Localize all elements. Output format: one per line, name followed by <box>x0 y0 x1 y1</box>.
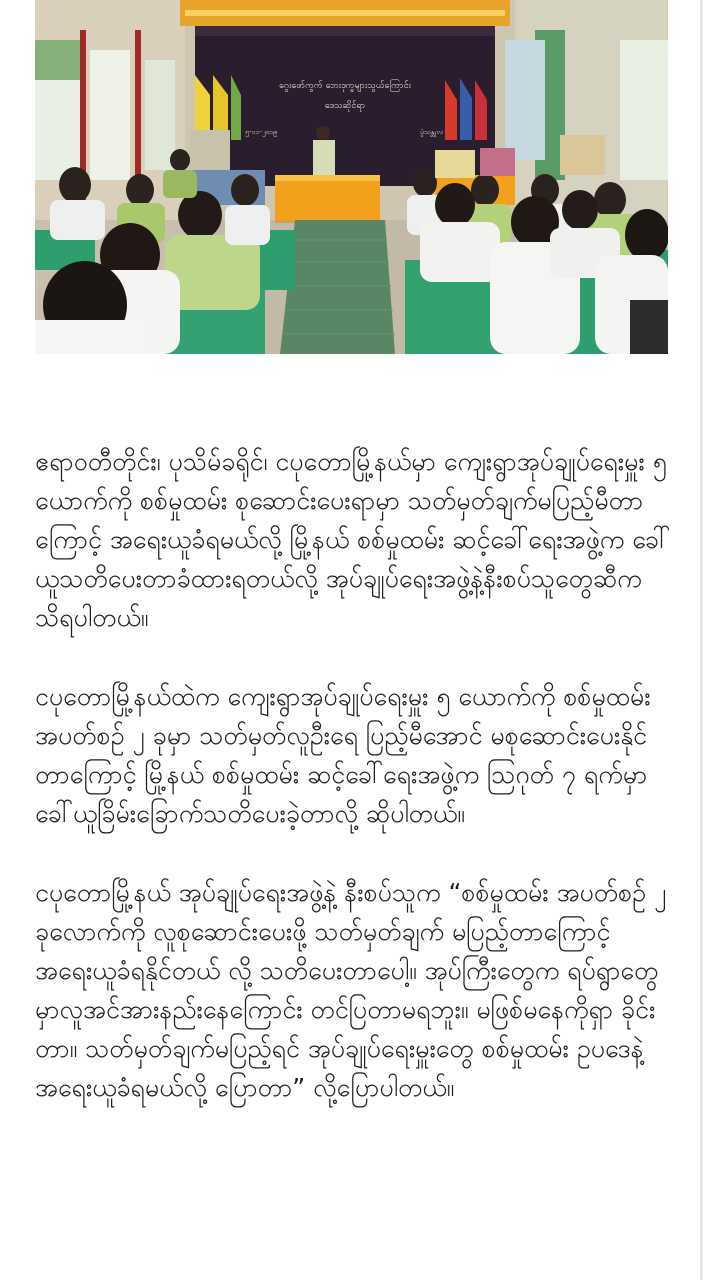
article-body <box>35 442 671 1147</box>
banner-subtext: ဒေသဆိုင်ရာ <box>324 101 366 111</box>
article-paragraph: ငပုတောမြို့နယ်ထဲက ကျေးရွာအုပ်ချုပ်ရေးမှူး ၅ ယောက်ကို စစ်မှုထမ်း အပတ်စဉ် ၂ ခုမှာ သတ်မှတ်လူဦးရေ ပြည့်မီအောင် မစုဆောင်းပေးနိုင်တာကြောင့် မြို့နယ် စစ်မှုထမ်း ဆင့်ခေါ်ရေးအဖွဲ့က ဩဂုတ် ၇ ရက်မှာ ခေါ်ယူခြိမ်းခြောက်သတိပေးခဲ့တာလို့ ဆိုပါတယ်။ <box>35 682 651 828</box>
article-paragraph: ငပုတောမြို့နယ် အုပ်ချုပ်ရေးအဖွဲ့နဲ့ နီးစပ်သူက “စစ်မှုထမ်း အပတ်စဉ် ၂ ခုလောက်ကို လူစုဆောင်းပေးဖို့ သတ်မှတ်ချက် မပြည့်တာကြောင့် အရေးယူခံရနိုင်တယ် လို့ သတိပေးတာပေါ့။ အုပ်ကြီးတွေက ရပ်ရွာတွေမှာလူအင်အားနည်းနေကြောင်း တင်ပြတာမရဘူး။ မဖြစ်မနေကိုရှာ ခိုင်းတာ။ သတ်မှတ်ချက်မပြည့်ရင် အုပ်ချုပ်ရေးမှူးတွေ စစ်မှုထမ်း ဥပဒေနဲ့ အရေးယူခံရမယ်လို့ ပြောတာ” လို့ပြောပါတယ်။ <box>35 878 667 1102</box>
banner-date-left: ၅-၁၁-၂၀၁၉ <box>245 128 278 136</box>
meeting-photo[interactable] <box>35 0 668 354</box>
article-paragraph: ဧရာဝတီတိုင်း၊ ပုသိမ်ခရိုင်၊ ငပုတောမြို့နယ်မှာ ကျေးရွာအုပ်ချုပ်ရေးမှူး ၅ ယောက်ကို စစ်မှုထမ်း စုဆောင်းပေးရာမှာ သတ်မှတ်ချက်မပြည့်မီတာကြောင့် အရေးယူခံရမယ်လို့ မြို့နယ် စစ်မှုထမ်း ဆင့်ခေါ်ရေးအဖွဲ့က ခေါ်ယူသတိပေးတာခံထားရတယ်လို့ အုပ်ချုပ်ရေးအဖွဲ့နဲ့နီးစပ်သူတွေဆီက သိရပါတယ်။ <box>35 447 671 632</box>
banner-date-right: ပွဲသန္တုလ <box>420 128 443 136</box>
banner-text: ဂွေးဖော်ကွက် ဘေးဒုက္ခများသွယ်ကြောင်း <box>279 81 411 91</box>
